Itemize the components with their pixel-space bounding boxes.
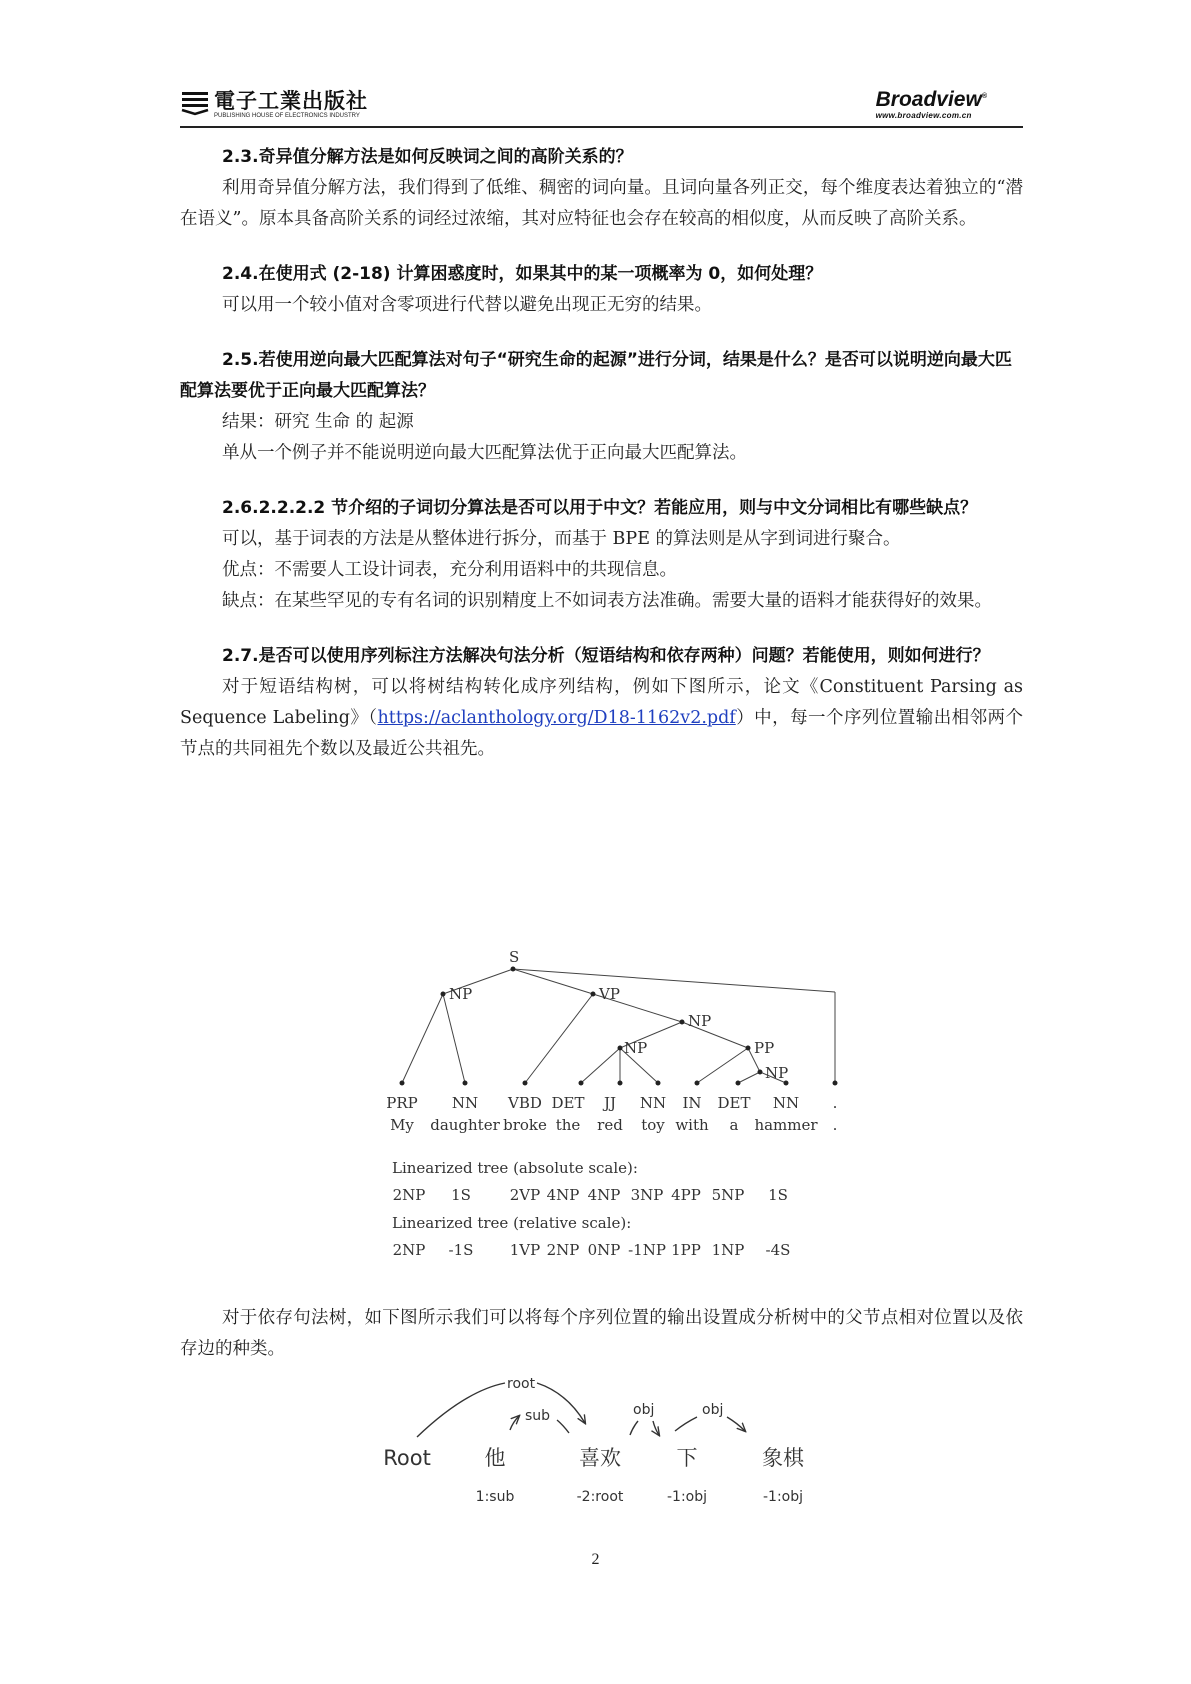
node-label-pp: PP — [754, 1039, 775, 1057]
node-np-pp — [758, 1070, 763, 1075]
answer-2-5-result: 结果：研究 生命 的 起源 — [222, 412, 414, 432]
relative-scale-row — [393, 1241, 791, 1259]
relative-label: 2NP — [392, 1241, 426, 1259]
publisher-emblem-icon — [180, 90, 210, 116]
arc-obj1-left — [630, 1421, 638, 1435]
dep-word: 他 — [484, 1446, 506, 1470]
absolute-label: 1S — [768, 1186, 788, 1204]
dep-output: 1:sub — [475, 1489, 515, 1505]
absolute-scale-title: Linearized tree (absolute scale): — [392, 1159, 638, 1177]
arc-obj1-right — [653, 1421, 659, 1435]
answer-2-3: 利用奇异值分解方法，我们得到了低维、稠密的词向量。且词向量各列正交，每个维度表达着独立的“潜在语义”。原本具备高阶关系的词经过浓缩，其对应特征也会存在较高的相似度，从而反映了高阶关系。 — [180, 178, 1023, 229]
pos-tag: DET — [717, 1094, 751, 1112]
arc-label-obj: obj — [633, 1402, 655, 1418]
answer-2-4: 可以用一个较小值对含零项进行代替以避免出现正无穷的结果。 — [222, 295, 712, 315]
absolute-label: 4NP — [546, 1186, 580, 1204]
token-word: toy — [641, 1116, 665, 1134]
node-pp — [746, 1046, 751, 1051]
answer-2-7-phrase — [180, 672, 1023, 765]
question-2-5: 2.5.若使用逆向最大匹配算法对句子“研究生命的起源”进行分词，结果是什么？是否可以说明逆向最大匹配算法要优于正向最大匹配算法？ — [180, 350, 1012, 401]
token-word: . — [832, 1116, 838, 1134]
node-label-vp: VP — [599, 985, 620, 1003]
pos-tag: DET — [551, 1094, 585, 1112]
leaf-dot — [833, 1081, 838, 1086]
arc-sub-left — [510, 1416, 519, 1430]
edge-vp-broke — [525, 994, 593, 1083]
dependency-words — [385, 1446, 805, 1470]
leaf-dot — [400, 1081, 405, 1086]
relative-label: -1S — [448, 1241, 474, 1259]
pos-tag: NN — [451, 1094, 479, 1112]
edge-np-daughter — [443, 994, 465, 1083]
node-s — [511, 967, 516, 972]
relative-label: -1NP — [628, 1241, 666, 1259]
pos-tag: JJ — [603, 1094, 617, 1112]
absolute-label: 4PP — [671, 1186, 701, 1204]
token-word: My — [390, 1116, 414, 1134]
token-word: the — [555, 1116, 581, 1134]
dependency-outputs — [476, 1489, 803, 1505]
relative-label: -4S — [765, 1241, 791, 1259]
answer-2-6-cons: 缺点：在某些罕见的专有名词的识别精度上不如词表方法准确。需要大量的语料才能获得好的效果。 — [222, 591, 992, 611]
token-word: hammer — [754, 1116, 818, 1134]
dep-output: -1:obj — [666, 1489, 708, 1505]
absolute-label: 1S — [451, 1186, 471, 1204]
arc-label-root: root — [507, 1376, 536, 1392]
publisher-name-en: PUBLISHING HOUSE OF ELECTRONICS INDUSTRY — [214, 113, 360, 119]
token-word: red — [597, 1116, 623, 1134]
broadview-logo — [876, 86, 987, 120]
paper-link[interactable]: https://aclanthology.org/D18-1162v2.pdf — [377, 708, 736, 728]
pos-tag: IN — [682, 1094, 702, 1112]
absolute-label: 5NP — [711, 1186, 745, 1204]
arc-obj2-left — [675, 1417, 697, 1431]
answer-2-5-note: 单从一个例子并不能说明逆向最大匹配算法优于正向最大匹配算法。 — [222, 443, 747, 463]
dependency-intro — [180, 1303, 1023, 1365]
answer-2-7-text-before: 对于短语结构树，可以将树结构转化成序列结构，例如下图所示，论文《Constituent Parsing as Sequence Labeling》（ — [180, 677, 1023, 728]
pos-tag: . — [832, 1094, 838, 1112]
leaf-dot — [656, 1081, 661, 1086]
arc-obj2-right — [727, 1417, 745, 1431]
question-2-6: 2.6.2.2.2.2 节介绍的子词切分算法是否可以用于中文？若能应用，则与中文分词相比有哪些缺点？ — [222, 498, 978, 518]
pos-tag: NN — [772, 1094, 800, 1112]
edge-np-the — [581, 1048, 620, 1083]
pos-tag: PRP — [386, 1094, 418, 1112]
page-header — [180, 84, 1023, 126]
leaf-dot — [579, 1081, 584, 1086]
page-content — [180, 142, 1023, 765]
relative-label: 1NP — [711, 1241, 745, 1259]
word-row — [390, 1116, 837, 1134]
node-np-inner — [618, 1046, 623, 1051]
leaf-dot — [618, 1081, 623, 1086]
edge-s-period-top — [513, 969, 835, 992]
question-2-4: 2.4.在使用式 (2-18) 计算困惑度时，如果其中的某一项概率为 0，如何处理？ — [222, 264, 823, 284]
node-np-object — [680, 1020, 685, 1025]
relative-label: 1PP — [671, 1241, 701, 1259]
question-2-3: 2.3.奇异值分解方法是如何反映词之间的高阶关系的？ — [222, 147, 633, 167]
node-label-np: NP — [624, 1039, 648, 1057]
answer-2-6-method: 可以，基于词表的方法是从整体进行拆分，而基于 BPE 的算法则是从字到词进行聚合。 — [222, 529, 901, 549]
edge-np-a — [738, 1072, 760, 1083]
token-word: a — [729, 1116, 739, 1134]
tree-node-labels — [449, 950, 788, 1082]
constituency-tree-svg — [385, 950, 875, 1285]
token-word: with — [675, 1116, 709, 1134]
answer-2-6-pros: 优点：不需要人工设计词表，充分利用语料中的共现信息。 — [222, 560, 677, 580]
dependency-tree-figure — [385, 1373, 855, 1523]
relative-label: 2NP — [546, 1241, 580, 1259]
arc-label-sub: sub — [525, 1408, 551, 1424]
dep-word: 象棋 — [762, 1446, 804, 1470]
relative-label: 1VP — [509, 1241, 541, 1259]
node-label-np: NP — [765, 1064, 789, 1082]
node-label-np: NP — [688, 1012, 712, 1030]
edge-s-vp — [513, 969, 593, 994]
answer-2-7-dependency: 对于依存句法树，如下图所示我们可以将每个序列位置的输出设置成分析树中的父节点相对位置以及依存边的种类。 — [180, 1308, 1023, 1359]
relative-scale-title: Linearized tree (relative scale): — [392, 1214, 632, 1232]
node-label-s: S — [509, 950, 520, 966]
absolute-scale-row — [393, 1186, 788, 1204]
dep-output: -1:obj — [762, 1489, 804, 1505]
leaf-dot — [695, 1081, 700, 1086]
dependency-arcs — [417, 1383, 745, 1437]
node-np-subject — [441, 992, 446, 997]
edge-pp-with — [697, 1048, 748, 1083]
dep-word: 喜欢 — [579, 1446, 621, 1470]
brand-registered-mark: ® — [981, 93, 987, 100]
arc-label-obj: obj — [702, 1402, 724, 1418]
dep-output: -2:root — [576, 1489, 624, 1505]
header-divider — [180, 126, 1023, 128]
relative-label: 0NP — [587, 1241, 621, 1259]
pos-tag-row — [386, 1094, 837, 1112]
node-vp — [591, 992, 596, 997]
absolute-label: 2VP — [509, 1186, 541, 1204]
token-word: daughter — [430, 1116, 500, 1134]
absolute-label: 4NP — [587, 1186, 621, 1204]
question-2-7: 2.7.是否可以使用序列标注方法解决句法分析（短语结构和依存两种）问题？若能使用，则如何进行？ — [222, 646, 990, 666]
absolute-label: 3NP — [630, 1186, 664, 1204]
brand-name: Broadview — [875, 88, 982, 111]
node-label-np: NP — [449, 985, 473, 1003]
pos-tag: VBD — [508, 1094, 542, 1112]
dep-word: 下 — [676, 1446, 698, 1470]
publisher-name-cn: 電子工業出版社 — [214, 88, 368, 113]
answer-2-7-text-after: ）中，每一个序列位置输出相邻两个节点的共同祖先个数以及最近公共祖先。 — [180, 708, 1024, 759]
brand-url: www.broadview.com.cn — [875, 111, 972, 120]
dependency-tree-svg — [385, 1373, 855, 1523]
leaf-dot — [523, 1081, 528, 1086]
constituency-tree-figure — [385, 950, 875, 1285]
dep-word: Root — [385, 1446, 431, 1470]
page-number: 2 — [591, 1551, 600, 1568]
arc-sub-right — [557, 1420, 569, 1433]
leaf-dot — [736, 1081, 741, 1086]
pos-tag: NN — [639, 1094, 667, 1112]
absolute-label: 2NP — [392, 1186, 426, 1204]
arc-root-left — [417, 1383, 505, 1437]
token-word: broke — [503, 1116, 547, 1134]
leaf-dot — [463, 1081, 468, 1086]
publisher-logo — [180, 90, 368, 120]
edge-np-my — [402, 994, 443, 1083]
